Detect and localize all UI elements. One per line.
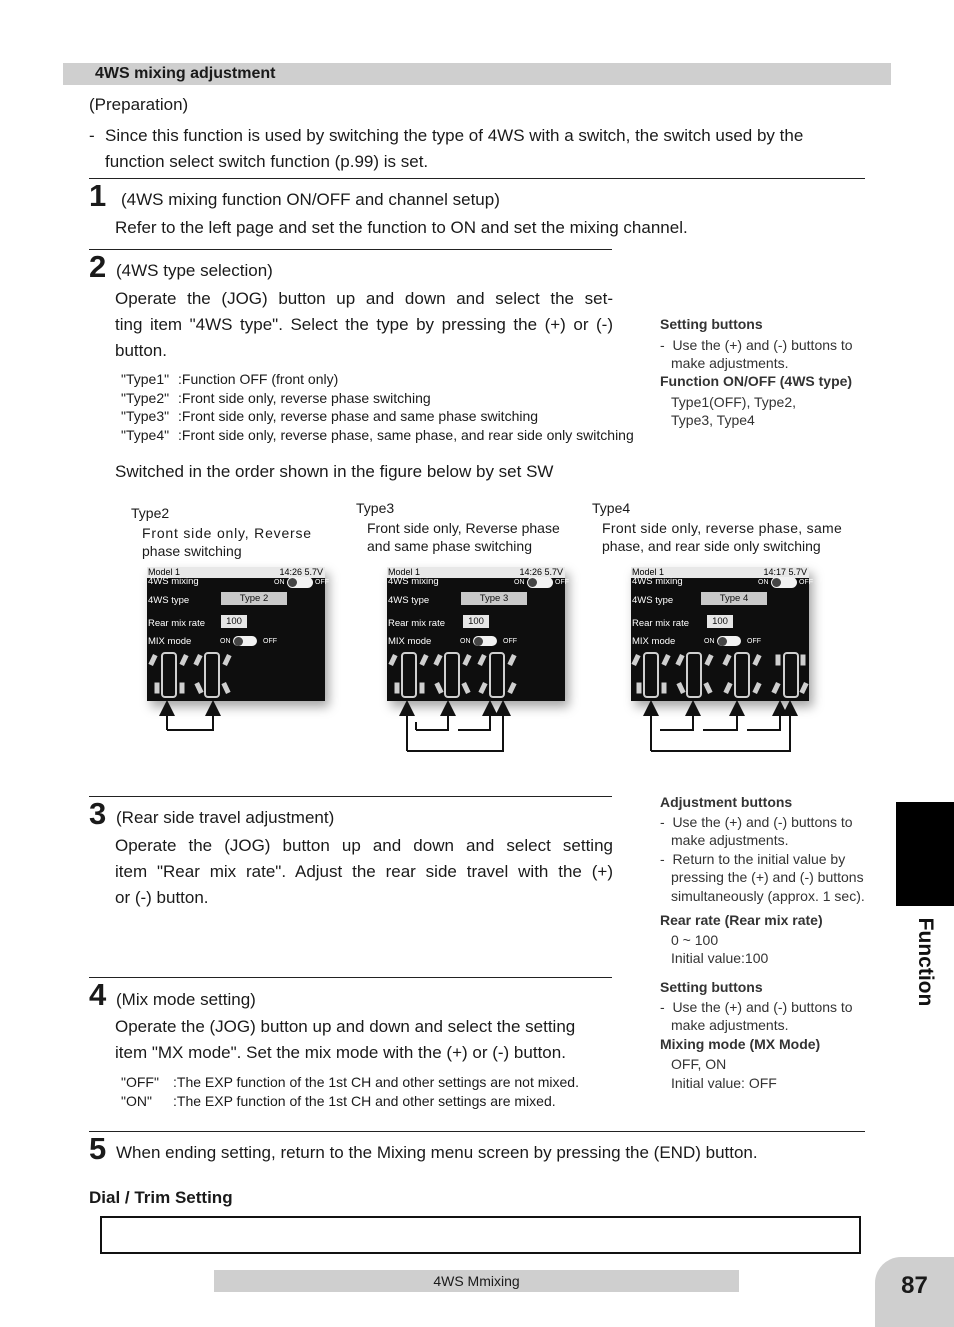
side-adjustment-line: - Use the (+) and (-) buttons to [660,814,853,830]
screen-off-label: OFF [315,579,329,586]
side-function-line: Type3, Type4 [671,412,755,428]
screen-mx-off: OFF [263,638,277,645]
side-rear-rate-line: 0 ~ 100 [671,932,719,948]
side-setting-buttons-line: - Use the (+) and (-) buttons to [660,999,853,1015]
screen-mx-toggle [717,636,741,646]
figure-type4-label: Type4 [592,500,631,516]
figure-type4-caption: Front side only, reverse phase, same [602,520,843,536]
step1-title: (4WS mixing function ON/OFF and channel setup) [121,190,500,209]
screen-rate-value: 100 [707,615,733,628]
side-adjustment-line: make adjustments. [671,832,789,848]
switch-order-arrows [140,700,820,760]
screen-title: 4WS mixing [388,576,439,587]
step5-divider [89,1131,865,1132]
side-rear-rate-title: Rear rate (Rear mix rate) [660,912,823,928]
steering-diagrams [147,649,325,701]
figure-type4-caption: phase, and rear side only switching [602,538,821,554]
type-list-desc: :Front side only, reverse phase and same phase switching [178,408,539,424]
side-setting-buttons-line: - Use the (+) and (-) buttons to [660,337,853,353]
type-list-desc: :Front side only, reverse phase switching [178,390,431,406]
type-list-desc: :Function OFF (front only) [178,371,339,387]
step2-body-line: Operate the (JOG) button up and down and select the set- [115,289,613,308]
side-tab [896,915,954,1010]
side-adjustment-line: - Return to the initial value by [660,851,846,867]
side-setting-buttons-title: Setting buttons [660,979,763,995]
type-list-desc: :Front side only, reverse phase, same phase, and rear side only switching [178,427,634,443]
preparation-line-1: Since this function is used by switching the type of 4WS with a switch, the switch used by the [105,126,804,145]
side-adjustment-title: Adjustment buttons [660,794,793,810]
screen-mx-label: MIX mode [148,636,192,647]
screen-mx-label: MIX mode [632,636,676,647]
screen-status: 14:17 5.7V [763,567,807,577]
mode-list-desc: :The EXP function of the 1st CH and other settings are not mixed. [173,1074,579,1090]
screen-model-name: Model 1 [388,567,421,577]
side-function-line: Type1(OFF), Type2, [671,394,797,410]
screen-mx-toggle [473,636,497,646]
type-list-key: "Type3" [121,408,170,424]
side-tab-marker [896,802,954,906]
screen-on-label: ON [758,579,769,586]
step2-number: 2 [89,249,107,284]
mode-list-key: "OFF" [121,1074,159,1090]
figure-type3-caption: Front side only, Reverse phase [367,520,560,536]
side-adjustment-line: pressing the (+) and (-) buttons [671,869,864,885]
screen-mx-toggle [233,636,257,646]
section-title: 4WS mixing adjustment [95,65,276,82]
steering-diagrams [387,649,565,701]
step3-body-line: Operate the (JOG) button up and down and select setting [115,836,613,855]
figure-type2-caption: Front side only, Reverse [142,525,312,541]
step2-body-line: button. [115,341,167,360]
side-tab-label: Function [914,917,937,1007]
step1-body: Refer to the left page and set the function to ON and set the mixing channel. [115,218,688,237]
step3-body-line: item "Rear mix rate". Adjust the rear side travel with the (+) [115,862,613,881]
screen-off-label: OFF [555,579,569,586]
step4-title: (Mix mode setting) [116,990,256,1009]
screen-rate-label: Rear mix rate [148,618,206,629]
screen-function-toggle [527,577,553,588]
footer-label: 4WS Mmixing [214,1270,739,1292]
side-adjustment-line: simultaneously (approx. 1 sec). [671,888,865,904]
screen-mx-off: OFF [503,638,517,645]
side-setting-buttons-line: make adjustments. [671,1017,789,1033]
side-setting-buttons-line: make adjustments. [671,355,789,371]
step4-number: 4 [89,977,107,1012]
screen-rate-value: 100 [221,615,247,628]
screen-on-label: ON [514,579,525,586]
type-list-key: "Type4" [121,427,170,443]
dial-trim-box [100,1216,861,1254]
page-number: 87 [901,1272,928,1299]
screen-mx-on: ON [460,638,471,645]
screen-type-label: 4WS type [388,595,430,606]
side-rear-rate-line: Initial value:100 [671,950,769,966]
screen-mx-on: ON [220,638,231,645]
side-mixing-mode-line: Initial value: OFF [671,1075,777,1091]
step4-body-line: Operate the (JOG) button up and down and select the setting [115,1017,576,1036]
step3-divider [89,796,612,797]
step2-divider [89,249,612,250]
step2-body-line: ting item "4WS type". Select the type by pressing the (+) or (-) [115,315,613,334]
figure-type2-caption: phase switching [142,543,242,559]
screen-type-value: Type 3 [461,592,527,605]
step5-number: 5 [89,1131,107,1166]
step2-title: (4WS type selection) [116,261,273,280]
step4-divider [89,977,612,978]
type-list-key: "Type1" [121,371,170,387]
screen-type-value: Type 2 [221,592,287,605]
side-mixing-mode-line: OFF, ON [671,1056,727,1072]
screen-rate-label: Rear mix rate [388,618,446,629]
step1-number: 1 [89,178,107,213]
screen-status: 14:26 5.7V [519,567,563,577]
steering-diagrams [631,649,809,701]
screen-title: 4WS mixing [632,576,683,587]
screen-off-label: OFF [799,579,813,586]
figure-type2-label: Type2 [131,505,170,521]
mode-list-key: "ON" [121,1093,152,1109]
side-function-title: Function ON/OFF (4WS type) [660,373,853,389]
screen-function-toggle [771,577,797,588]
preparation-heading: (Preparation) [89,95,189,114]
transmitter-screen-type4 [631,567,813,701]
screen-mx-label: MIX mode [388,636,432,647]
screen-title: 4WS mixing [148,576,199,587]
step3-number: 3 [89,796,107,831]
preparation-line-2: function select switch function (p.99) is set. [105,152,429,171]
screen-type-label: 4WS type [148,595,190,606]
mode-list-desc: :The EXP function of the 1st CH and other settings are mixed. [173,1093,556,1109]
type-list-key: "Type2" [121,390,170,406]
step3-body-line: or (-) button. [115,888,209,907]
step3-title: (Rear side travel adjustment) [116,808,335,827]
screen-function-toggle [287,577,313,588]
screen-on-label: ON [274,579,285,586]
side-mixing-mode-title: Mixing mode (MX Mode) [660,1036,821,1052]
screen-status: 14:26 5.7V [279,567,323,577]
switched-note: Switched in the order shown in the figure below by set SW [115,462,554,481]
screen-rate-label: Rear mix rate [632,618,690,629]
figure-type3-caption: and same phase switching [367,538,532,554]
screen-type-value: Type 4 [701,592,767,605]
preparation-bullet: - [89,126,95,145]
dial-trim-heading: Dial / Trim Setting [89,1188,233,1207]
transmitter-screen-type3 [387,567,569,701]
transmitter-screen-type2 [147,567,329,701]
figure-type3-label: Type3 [356,500,395,516]
step1-divider [89,178,865,179]
screen-type-label: 4WS type [632,595,674,606]
step4-body-line: item "MX mode". Set the mix mode with the (+) or (-) button. [115,1043,566,1062]
screen-mx-off: OFF [747,638,761,645]
screen-model-name: Model 1 [632,567,665,577]
screen-rate-value: 100 [463,615,489,628]
screen-model-name: Model 1 [148,567,181,577]
side-setting-buttons-title: Setting buttons [660,316,763,332]
screen-mx-on: ON [704,638,715,645]
step5-body: When ending setting, return to the Mixing menu screen by pressing the (END) button. [116,1143,758,1162]
